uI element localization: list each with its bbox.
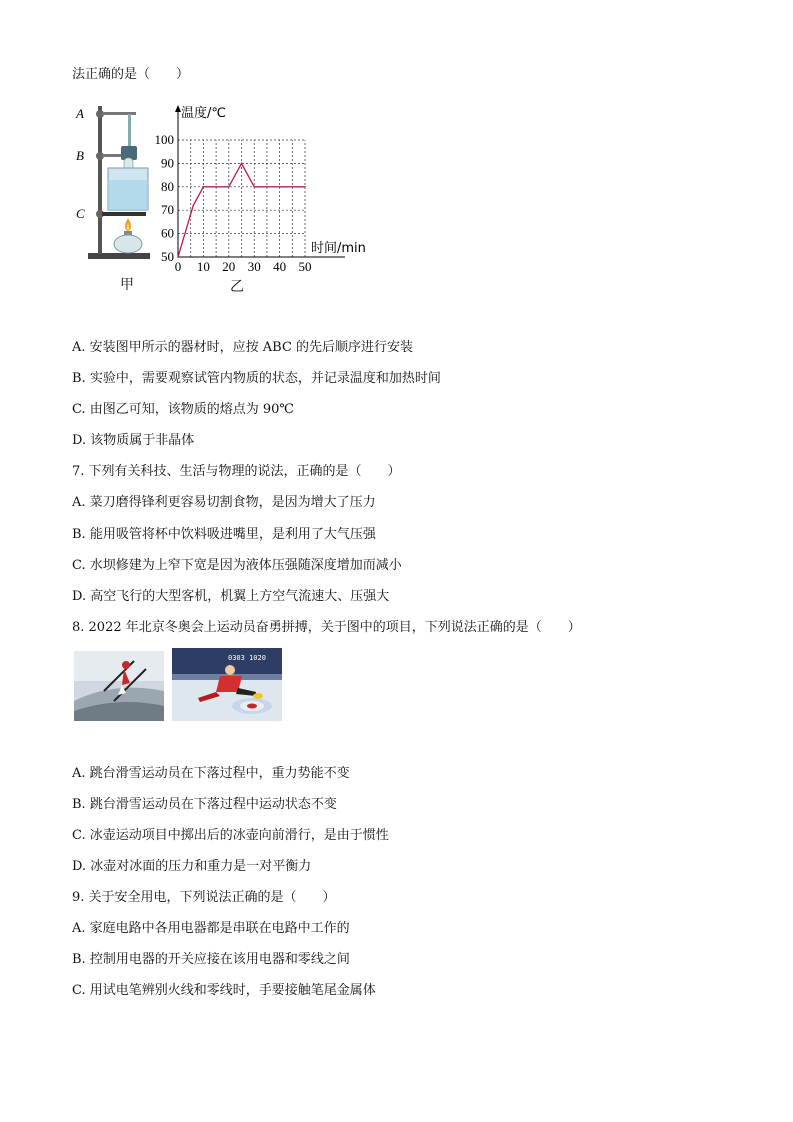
- data-point: [241, 163, 243, 165]
- q6-option-d: D. 该物质属于非晶体: [72, 433, 195, 448]
- x-tick-label: 40: [273, 259, 287, 274]
- q7-option-b: B. 能用吸管将杯中饮料吸进嘴里，是利用了大气压强: [72, 527, 376, 542]
- q9-option-c: C. 用试电笔辨别火线和零线时，手要接触笔尾金属体: [72, 983, 376, 998]
- alcohol-burner: [114, 235, 142, 253]
- q9-option-a: A. 家庭电路中各用电器都是串联在电路中工作的: [72, 921, 350, 936]
- q6-stem-tail: 法正确的是（ ）: [72, 67, 190, 82]
- data-point: [228, 186, 230, 188]
- q9-option-b: B. 控制用电器的开关应接在该用电器和零线之间: [72, 952, 350, 967]
- curling-photo: [172, 648, 282, 721]
- q8-stem: 8. 2022 年北京冬奥会上运动员奋勇拼搏，关于图中的项目，下列说法正确的是（ ）: [72, 620, 581, 635]
- chart-ylabel: 温度/℃: [181, 106, 226, 121]
- apparatus-figure: [72, 100, 167, 270]
- ski-jump-photo: [74, 651, 164, 721]
- temperature-chart: [155, 100, 375, 280]
- y-tick-label: 100: [155, 132, 174, 147]
- label-c: C: [76, 206, 85, 221]
- scoreboard-text: 0303 1020: [228, 654, 266, 662]
- y-tick-label: 60: [161, 225, 174, 241]
- figure-a-caption: 甲: [120, 277, 134, 293]
- q8-option-b: B. 跳台滑雪运动员在下落过程中运动状态不变: [72, 797, 337, 812]
- x-tick-label: 50: [298, 259, 312, 274]
- q7-option-c: C. 水坝修建为上窄下宽是因为液体压强随深度增加而减小: [72, 558, 402, 573]
- q6-option-b: B. 实验中，需要观察试管内物质的状态，并记录温度和加热时间: [72, 371, 441, 386]
- q7-stem: 7. 下列有关科技、生活与物理的说法，正确的是（ ）: [72, 464, 401, 479]
- stand-rod: [98, 106, 102, 254]
- series-line-temperature: [178, 163, 305, 257]
- q9-stem: 9. 关于安全用电，下列说法正确的是（ ）: [72, 890, 336, 905]
- q8-option-d: D. 冰壶对冰面的压力和重力是一对平衡力: [72, 859, 312, 874]
- x-tick-label: 30: [247, 259, 261, 274]
- q8-option-a: A. 跳台滑雪运动员在下落过程中，重力势能不变: [72, 766, 350, 781]
- data-point: [177, 256, 179, 258]
- q6-option-a: A. 安装图甲所示的器材时，应按 ABC 的先后顺序进行安装: [72, 340, 414, 355]
- chart-axes: [175, 105, 345, 257]
- q7-option-a: A. 菜刀磨得锋利更容易切割食物，是因为增大了压力: [72, 495, 376, 510]
- label-b: B: [76, 148, 84, 163]
- q8-option-c: C. 冰壶运动项目中掷出后的冰壶向前滑行，是由于惯性: [72, 828, 389, 843]
- figure-b-caption: 乙: [230, 279, 244, 295]
- x-tick-label: 10: [196, 259, 210, 274]
- x-tick-label: 20: [222, 259, 236, 274]
- stand-base: [88, 253, 150, 259]
- q7-option-d: D. 高空飞行的大型客机，机翼上方空气流速大、压强大: [72, 589, 390, 604]
- chart-xlabel: 时间/min: [311, 241, 366, 256]
- x-tick-label: 0: [174, 259, 182, 274]
- y-tick-label: 80: [161, 178, 174, 194]
- y-tick-label: 90: [161, 155, 174, 171]
- q6-option-c: C. 由图乙可知，该物质的熔点为 90℃: [72, 402, 294, 417]
- y-tick-label: 50: [161, 249, 174, 264]
- data-point: [203, 186, 205, 188]
- data-point: [253, 186, 255, 188]
- label-a: A: [76, 106, 84, 121]
- y-tick-label: 70: [161, 202, 174, 218]
- data-point: [304, 186, 306, 188]
- data-point: [192, 205, 194, 207]
